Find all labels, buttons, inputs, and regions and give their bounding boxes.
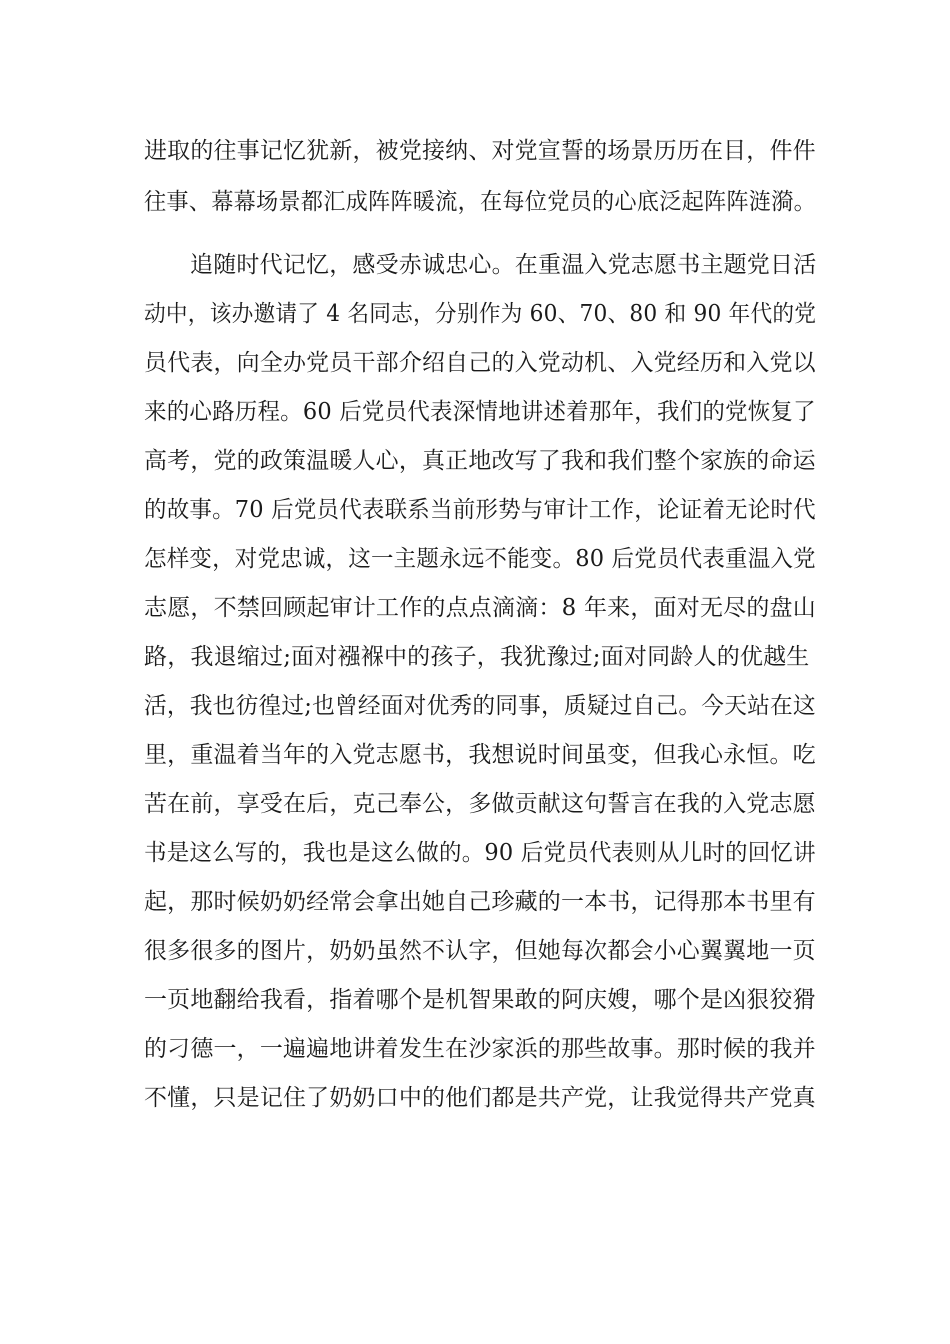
text-line: 书是这么写的，我也是这么做的。90 后党员代表则从儿时的回忆讲 [144, 840, 816, 866]
text-line: 动中，该办邀请了 4 名同志，分别作为 60、70、80 和 90 年代的党 [144, 301, 817, 327]
text-line: 的刁德一，一遍遍地讲着发生在沙家浜的那些故事。那时候的我并 [144, 1036, 816, 1062]
text-line: 来的心路历程。60 后党员代表深情地讲述着那年，我们的党恢复了 [144, 399, 816, 425]
text-line: 怎样变，对党忠诚，这一主题永远不能变。80 后党员代表重温入党 [144, 546, 816, 572]
text-line: 进取的往事记忆犹新，被党接纳、对党宣誓的场景历历在目，件件 [144, 138, 816, 164]
text-line: 很多很多的图片，奶奶虽然不认字，但她每次都会小心翼翼地一页 [144, 938, 816, 964]
text-line: 志愿，不禁回顾起审计工作的点点滴滴：8 年来，面对无尽的盘山 [144, 595, 816, 621]
text-line: 往事、幕幕场景都汇成阵阵暖流，在每位党员的心底泛起阵阵涟漪。 [144, 189, 816, 215]
text-line: 高考，党的政策温暖人心，真正地改写了我和我们整个家族的命运 [144, 448, 816, 474]
text-line: 路，我退缩过;面对襁褓中的孩子，我犹豫过;面对同龄人的优越生 [144, 644, 810, 670]
text-line: 苦在前，享受在后，克己奉公，多做贡献这句誓言在我的入党志愿 [144, 791, 816, 817]
text-line: 的故事。70 后党员代表联系当前形势与审计工作，论证着无论时代 [144, 497, 816, 523]
text-line: 员代表，向全办党员干部介绍自己的入党动机、入党经历和入党以 [144, 350, 816, 376]
text-line: 里，重温着当年的入党志愿书，我想说时间虽变，但我心永恒。吃 [144, 742, 816, 768]
paragraph-start-line: 追随时代记忆，感受赤诚忠心。在重温入党志愿书主题党日活 [190, 252, 817, 278]
text-line: 活，我也彷徨过;也曾经面对优秀的同事，质疑过自己。今天站在这 [144, 693, 816, 719]
text-line: 起，那时候奶奶经常会拿出她自己珍藏的一本书，记得那本书里有 [144, 889, 816, 915]
text-line: 不懂，只是记住了奶奶口中的他们都是共产党，让我觉得共产党真 [144, 1085, 816, 1111]
text-line: 一页地翻给我看，指着哪个是机智果敢的阿庆嫂，哪个是凶狠狡猾 [144, 987, 816, 1013]
